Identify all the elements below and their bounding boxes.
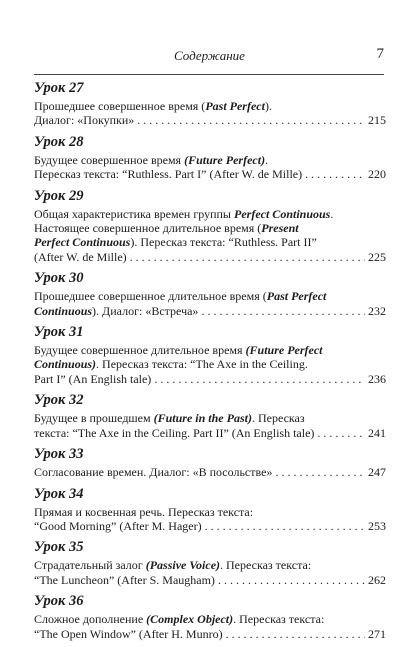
entry-line xyxy=(34,207,386,221)
entry-text: Диалог: «Покупки» xyxy=(34,113,135,128)
lesson-title: Урок 28 xyxy=(34,133,84,150)
toc-entry xyxy=(34,539,386,587)
toc-entry xyxy=(34,134,386,182)
entry-line xyxy=(34,519,386,533)
entry-text: Прямая и косвенная речь. Пересказ текста: xyxy=(34,504,254,519)
table-of-contents xyxy=(34,80,386,647)
entry-line xyxy=(34,627,386,641)
entry-page-number: 247 xyxy=(365,465,386,479)
lesson-title: Урок 31 xyxy=(34,324,84,341)
entry-text: Будущее в прошедшем xyxy=(34,411,154,426)
entry-text: Прошедшее совершенное время ( xyxy=(34,99,206,113)
entry-line xyxy=(34,167,386,181)
grammar-term: (Passive Voice) xyxy=(145,558,221,573)
lesson-title: Урок 33 xyxy=(34,446,84,463)
entry-line xyxy=(34,426,386,440)
lesson-title: Урок 29 xyxy=(34,187,84,204)
entry-page-number: 262 xyxy=(365,573,386,587)
lesson-title: Урок 35 xyxy=(34,539,84,556)
entry-line xyxy=(34,250,386,264)
entry-text: . Пересказ текста: xyxy=(220,558,312,573)
grammar-term: (Complex Object) xyxy=(146,612,234,627)
toc-entry xyxy=(34,392,386,440)
grammar-term: Continuous xyxy=(34,303,93,318)
entry-text: . xyxy=(330,206,334,221)
entry-line xyxy=(34,343,386,357)
entry-line xyxy=(34,558,386,572)
entry-line xyxy=(34,411,386,425)
grammar-term: Perfect Continuous xyxy=(234,206,331,221)
entry-text: . xyxy=(265,152,269,167)
entry-text: ). xyxy=(264,99,272,113)
entry-line xyxy=(34,221,386,235)
entry-page-number: 232 xyxy=(365,304,386,318)
grammar-term: Present xyxy=(261,221,299,236)
entry-text: Настоящее совершенное длительное время ( xyxy=(34,221,262,236)
page-number: 7 xyxy=(376,46,384,62)
entry-text: Будущее совершенное длительное время xyxy=(34,343,246,358)
entry-line xyxy=(34,372,386,386)
entry-text: (After W. de Mille) xyxy=(34,249,127,264)
toc-entry xyxy=(34,270,386,318)
entry-line xyxy=(34,505,386,519)
entry-page-number: 271 xyxy=(365,627,386,641)
entry-text: ). Пересказ текста: “Ruthless. Part II” xyxy=(130,235,317,250)
entry-line xyxy=(34,289,386,303)
entry-line xyxy=(34,153,386,167)
header-rule xyxy=(34,74,384,75)
entry-text: Страдательный залог xyxy=(34,558,146,573)
entry-page-number: 241 xyxy=(365,426,386,440)
entry-text: Пересказ текста: “Ruthless. Part I” (After W. de Mille) xyxy=(34,167,303,182)
entry-line xyxy=(34,304,386,318)
toc-entry xyxy=(34,593,386,641)
entry-text: “The Open Window” (After H. Munro) xyxy=(34,626,223,641)
entry-line xyxy=(34,465,386,479)
entry-text: текста: “The Axe in the Ceiling. Part II” (An English tale) xyxy=(34,425,315,440)
toc-entry xyxy=(34,486,386,534)
header-title: Содержание xyxy=(174,48,245,63)
toc-entry xyxy=(34,324,386,386)
entry-text: ). Диалог: «Встреча» xyxy=(92,303,199,318)
grammar-term: Perfect Continuous xyxy=(34,235,131,250)
grammar-term: (Future Perfect xyxy=(245,343,323,358)
grammar-term: Past Perfect xyxy=(266,289,327,304)
entry-text: . Пересказ xyxy=(251,411,305,426)
grammar-term: (Future Perfect) xyxy=(184,152,266,167)
entry-page-number: 215 xyxy=(365,113,386,127)
toc-entry xyxy=(34,80,386,128)
entry-text: Сложное дополнение xyxy=(34,612,147,627)
entry-text: Общая характеристика времен группы xyxy=(34,206,234,221)
entry-text: “The Luncheon” (After S. Maugham) xyxy=(34,572,215,587)
lesson-title: Урок 27 xyxy=(34,80,84,96)
entry-page-number: 253 xyxy=(365,519,386,533)
entry-text: “Good Morning” (After M. Hager) xyxy=(34,518,202,533)
entry-line xyxy=(34,357,386,371)
lesson-title: Урок 32 xyxy=(34,392,84,409)
grammar-term: Continuous) xyxy=(34,357,97,372)
entry-text: Прошедшее совершенное длительное время ( xyxy=(34,289,267,304)
entry-page-number: 220 xyxy=(365,167,386,181)
entry-text: Будущее совершенное время xyxy=(34,152,185,167)
grammar-term: Past Perfect xyxy=(205,99,265,113)
running-header xyxy=(34,44,384,74)
lesson-title: Урок 36 xyxy=(34,593,84,610)
entry-line xyxy=(34,235,386,249)
lesson-title: Урок 34 xyxy=(34,485,84,502)
entry-page-number: 236 xyxy=(365,372,386,386)
entry-text: . Пересказ текста: “The Axe in the Ceiling. xyxy=(96,357,308,372)
entry-line xyxy=(34,99,386,113)
entry-page-number: 225 xyxy=(365,250,386,264)
entry-text: Согласование времен. Диалог: «В посольстве» xyxy=(34,465,273,480)
entry-line xyxy=(34,612,386,626)
entry-line xyxy=(34,113,386,127)
grammar-term: (Future in the Past) xyxy=(153,411,252,426)
entry-line xyxy=(34,573,386,587)
toc-entry xyxy=(34,446,386,479)
entry-text: Part I” (An English tale) xyxy=(34,371,152,386)
entry-text: . Пересказ текста: xyxy=(233,612,325,627)
toc-entry xyxy=(34,188,386,265)
lesson-title: Урок 30 xyxy=(34,270,84,287)
